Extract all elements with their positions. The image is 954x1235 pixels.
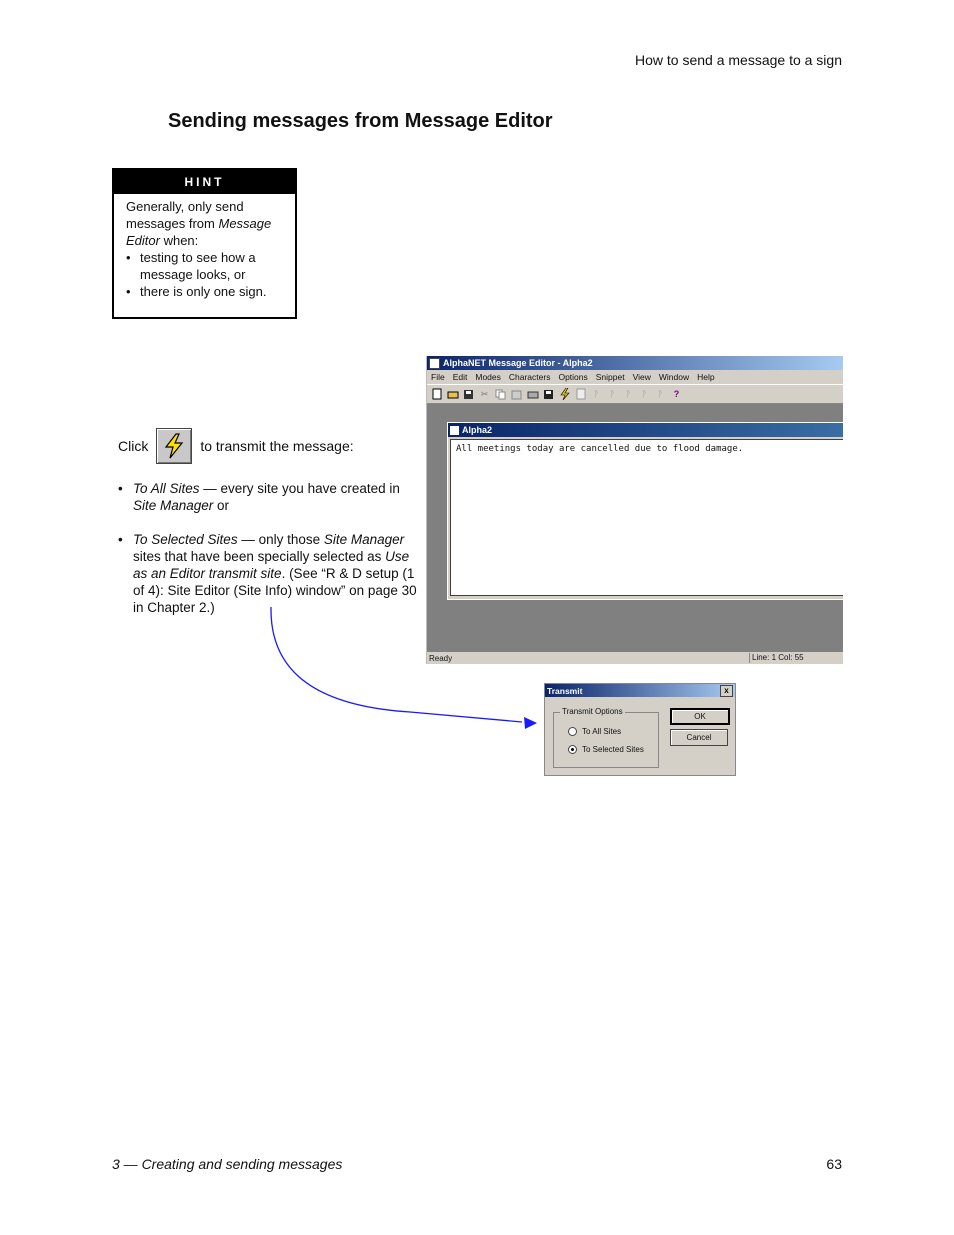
dialog-titlebar <box>545 684 735 697</box>
app-title: AlphaNET Message Editor - Alpha2 <box>443 358 593 368</box>
section-title: Sending messages from Message Editor <box>168 110 553 132</box>
radio-to-all-sites[interactable] <box>568 727 621 736</box>
term: To Selected Sites <box>133 532 238 547</box>
hint-item: • there is only one sign. <box>140 283 283 300</box>
transmit-options-group <box>553 707 659 768</box>
radio-label: To All Sites <box>582 727 622 736</box>
text: . (See “R & D setup (1 of 4): Site Editor (Site Info) window” on page 30 in Chapter 2.) <box>133 566 417 615</box>
text: — only those <box>237 532 324 547</box>
radio-button-selected[interactable] <box>568 745 577 754</box>
hint-label: HINT <box>114 170 295 194</box>
step-icon-3[interactable]: ᚹ <box>625 389 632 399</box>
radio-button[interactable] <box>568 727 577 736</box>
menu-modes[interactable]: Modes <box>475 372 501 382</box>
dialog-title: Transmit <box>547 685 583 696</box>
step-icon-1[interactable]: ᚹ <box>593 389 600 399</box>
hint-item: • testing to see how a message looks, or <box>140 249 283 283</box>
help-icon[interactable]: ? <box>673 389 680 399</box>
running-header: How to send a message to a sign <box>634 52 842 68</box>
menu-characters[interactable]: Characters <box>508 372 551 382</box>
transmit-dialog <box>544 683 736 776</box>
menu-view[interactable]: View <box>632 372 651 382</box>
click-text: Click <box>118 438 149 454</box>
step-icon-5[interactable]: ᚹ <box>657 389 664 399</box>
radio-label: To Selected Sites <box>582 745 644 754</box>
status-position: Line: 1 Col: 55 <box>749 653 804 663</box>
step-icon-4[interactable]: ᚹ <box>641 389 648 399</box>
status-ready: Ready <box>429 653 453 663</box>
text: sites that have been specially selected as <box>133 549 386 564</box>
term: To All Sites <box>133 481 200 496</box>
close-icon[interactable]: x <box>720 685 733 697</box>
term: Site Manager <box>323 532 405 547</box>
hint-text: Generally, only send messages from <box>126 199 244 231</box>
menu-snippet[interactable]: Snippet <box>595 372 625 382</box>
child-title: Alpha2 <box>462 425 493 435</box>
menu-file[interactable]: File <box>431 372 445 382</box>
click-after-text: to transmit the message: <box>200 438 354 454</box>
group-label: Transmit Options <box>562 707 623 716</box>
cut-icon[interactable]: ✂ <box>480 388 489 399</box>
menu-window[interactable]: Window <box>658 372 690 382</box>
hint-text-em: Message Editor <box>126 216 272 248</box>
step-icon-2[interactable]: ᚹ <box>609 389 616 399</box>
ok-button[interactable]: OK <box>670 708 730 725</box>
page-number: 63 <box>826 1156 842 1172</box>
text: or <box>213 498 230 513</box>
cancel-button[interactable]: Cancel <box>670 729 728 746</box>
text: — every site you have created in <box>199 481 400 496</box>
term: Use as an Editor transmit site <box>133 549 410 581</box>
footer-chapter: 3 — Creating and sending messages <box>112 1156 343 1172</box>
menu-edit[interactable]: Edit <box>452 372 468 382</box>
menu-options[interactable]: Options <box>558 372 588 382</box>
term: Site Manager <box>133 498 214 513</box>
radio-to-selected-sites[interactable] <box>568 745 644 754</box>
hint-text-end: when: <box>159 233 199 248</box>
menu-help[interactable]: Help <box>697 372 715 382</box>
message-text: All meetings today are cancelled due to flood damage. <box>456 444 744 454</box>
